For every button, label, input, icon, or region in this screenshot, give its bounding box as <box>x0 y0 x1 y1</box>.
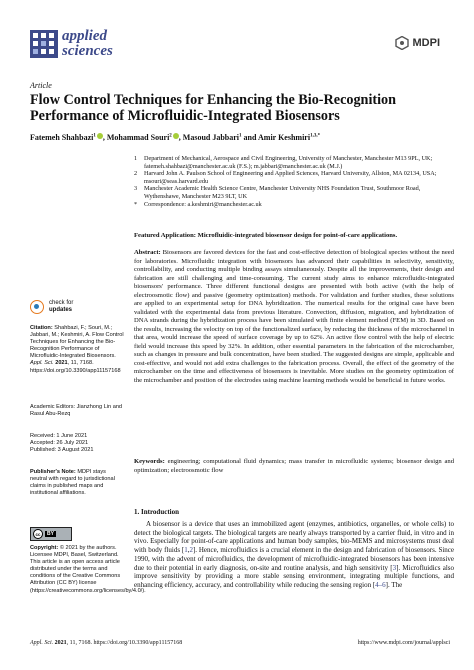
academic-editors: Academic Editors: Jianzhong Lin and Rasul Abu-Rezq <box>30 404 123 418</box>
author-name: Mohammad Souri <box>106 133 170 142</box>
affiliation-number: * <box>134 200 138 208</box>
footer-doi[interactable]: , 11, 7168. https://doi.org/10.3390/app11157168 <box>66 640 183 646</box>
intro-paragraph <box>134 520 454 590</box>
affiliation-item <box>134 201 454 209</box>
author-separator: , <box>178 133 183 142</box>
footer-journal-url[interactable]: https://www.mdpi.com/journal/applsci <box>357 640 450 646</box>
keywords-text: engineering; computational fluid dynamics; mass transfer in microfluidic systems; biosensor design and optimization; electroosmotic flow <box>134 458 454 474</box>
publisher-logo <box>395 36 441 50</box>
check-updates-line2: updates <box>49 307 73 313</box>
page-footer <box>30 640 450 646</box>
abstract <box>134 249 454 385</box>
cc-by-label: BY <box>47 531 54 537</box>
journal-name <box>62 29 113 59</box>
cc-by-license-badge[interactable] <box>30 527 72 541</box>
affiliation-number: 2 <box>134 170 138 178</box>
abstract-label: Abstract: <box>134 249 161 256</box>
creative-commons-icon: cc <box>33 529 43 539</box>
published-date: Published: 3 August 2021 <box>30 447 94 454</box>
keywords-label: Keywords: <box>134 458 165 465</box>
author-affiliation-sup: 2 <box>169 133 172 139</box>
copyright-label: Copyright: <box>30 545 59 551</box>
author-name: Amir Keshmiri <box>258 133 311 142</box>
journal-grid-logo-icon <box>30 30 58 58</box>
publisher-note <box>30 469 124 497</box>
accepted-date: Accepted: 26 July 2021 <box>30 440 89 447</box>
affiliation-number: 1 <box>134 155 138 162</box>
section-heading: 1. Introduction <box>134 508 179 516</box>
dates-block <box>30 433 124 454</box>
citation-journal: Appl. Sci. <box>30 360 54 367</box>
reference-link[interactable]: 1 <box>184 546 188 555</box>
footer-citation <box>30 640 182 646</box>
intro-text: ]. The <box>385 580 403 589</box>
intro-text: ]. Microfluidics also improve sensitivity by providing a more stable sensing environment, integrating multiple functions, and enhancing efficiency, accuracy, and controllability while reducing the sensing region [ <box>134 563 455 589</box>
footer-journal: Appl. Sci. <box>30 640 54 646</box>
author-list <box>30 133 450 142</box>
reference-link[interactable]: 2 <box>189 546 193 555</box>
intro-text: A biosensor is a device that uses an immobilized agent (enzymes, antibiotics, organelles, or whole cells) to detect the biological targets. The biological targets are nearly always transported by a carrier fluid, in vitro and in vivo. Especially for point-of-care applications and human body samples, bio-MEMS and microsystems must deal with body fluids [ <box>134 520 454 555</box>
footer-year: 2021 <box>54 640 67 646</box>
intro-text: ]. Hence, microfluidics is a crucial element in the design and fabrication of biosensors. Since 1990, with the advent of microfluidics, the development of microfluidic-integrated biosensors has been intensive due to their potential in early diagnosis, on-site and routine analysis, and high sensitivity [ <box>134 546 454 572</box>
article-type: Article <box>30 81 52 90</box>
author-affiliation-sup: 1 <box>93 133 96 139</box>
publisher-note-text: MDPI stays neutral with regard to jurisdictional claims in published maps and institutional affiliations. <box>30 469 115 497</box>
featured-application: Featured Application: Microfluidic-integrated biosensor design for point-of-care applications. <box>134 232 398 239</box>
reference-link[interactable]: 3 <box>392 563 397 572</box>
affiliation-text: Harvard John A. Paulson School of Engineering and Applied Sciences, Harvard University, Allston, MA 02134, USA; msouri@seas.harvard.edu <box>144 170 437 185</box>
journal-name-line1: applied <box>62 28 107 44</box>
author-separator: and <box>241 133 258 142</box>
affiliation-item <box>134 155 454 170</box>
check-updates-icon <box>30 300 44 314</box>
check-for-updates-badge[interactable] <box>30 300 73 314</box>
author-affiliation-sup: 1 <box>239 133 242 139</box>
article-title: Flow Control Techniques for Enhancing the Bio-Recognition Performance of Microfluidic-Integrated Biosensors <box>30 92 397 124</box>
copyright-block <box>30 545 146 595</box>
check-updates-text <box>49 300 73 314</box>
mdpi-hexagon-icon <box>395 36 409 50</box>
author-separator: , <box>102 133 107 142</box>
check-updates-line1: check for <box>49 300 74 306</box>
affiliation-number: 3 <box>134 185 138 193</box>
citation-doi[interactable]: , 11, 7168. https://doi.org/10.3390/app11157168 <box>30 360 121 374</box>
author-name: Masoud Jabbari <box>182 133 240 142</box>
publisher-name: MDPI <box>412 37 440 49</box>
citation-block <box>30 325 124 375</box>
copyright-text: © 2021 by the authors. Licensee MDPI, Basel, Switzerland. This article is an open access article distributed under the terms and conditions of the Creative Commons Attribution (CC BY) license (https://creativecommons.org/licenses/by/4.0/). <box>30 545 146 594</box>
citation-label: Citation: <box>30 325 53 331</box>
reference-link[interactable]: 4–6 <box>375 580 386 589</box>
affiliation-text: Department of Mechanical, Aerospace and Civil Engineering, University of Manchester, Manchester M13 9PL, UK; fatemeh.shahbazi@manchester.ac.uk (F.S.); m.jabbari@manchester.ac.uk (M.J.) <box>144 155 433 170</box>
affiliation-text: Manchester Academic Health Science Centre, Manchester University NHS Foundation Trust, Southmoor Road, Wythenshawe, Manchester M23 9LT, UK <box>144 185 421 200</box>
citation-year: 2021 <box>55 360 68 367</box>
author-name: Fatemeh Shahbazi <box>30 133 94 142</box>
citation-text: Shahbazi, F.; Souri, M.; Jabbari, M.; Keshmiri, A. Flow Control Techniques for Enhancing the Bio-Recognition Performance of Microfluidic-Integrated Biosensors. <box>30 325 124 360</box>
affiliation-item <box>134 185 454 200</box>
affiliations <box>134 155 454 208</box>
intro-text: , <box>187 546 190 555</box>
author-affiliation-sup: 1,3,* <box>310 133 321 139</box>
journal-name-line2: sciences <box>62 43 113 59</box>
publisher-note-label: Publisher's Note: <box>30 469 76 475</box>
abstract-text: Biosensors are favored devices for the fast and cost-effective detection of biological species without the need for laboratories. Microfluidic integration with biosensors has advanced their capabilities in selectivity, sensitivity, controllability, and conducting multiple binding assays simultaneously. Despite all the improvements, their design and fabrication are still challenging and time-consuming. The current study aims to enhance microfluidic-integrated biosensors' performance. Three different functional designs are presented with both active (with the help of electroosmotic flow) and passive (geometry optimization) methods. For validation and further studies, these solutions are applied to an experimental setup for DNA hybridization. The numerical results for the original case have been validated with the experimental data from previous literature. Convection, diffusion, migration, and hybridization of DNA strands during the hybridization process have been simulated with finite element method (FEM) in 3D. Based on the results, increasing the velocity on top of the functionalized surface, by reducing the thickness of the microchannel in that area, would increase the speed of surface coverage by up to 62%. An active flow control with the help of electric field would increase this speed by 32%. In addition, other essential parameters in the fabrication of the microchamber, such as changes in pressure and bulk concentration, have been studied. The suggested designs are simple, applicable and cost-effective, and would not add extra challenges to the fabrication process. Overall, the effect of the geometry of the microchamber on the time and effectiveness of biosensors is inevitable. More studies on the geometry optimization of the microchamber and position of the electrodes using machine learning methods would be beneficial in future works. <box>134 249 454 384</box>
affiliation-text: Correspondence: a.keshmiri@manchester.ac.uk <box>144 200 262 208</box>
received-date: Received: 1 June 2021 <box>30 433 88 439</box>
affiliation-item <box>134 170 454 185</box>
keywords <box>134 458 454 475</box>
